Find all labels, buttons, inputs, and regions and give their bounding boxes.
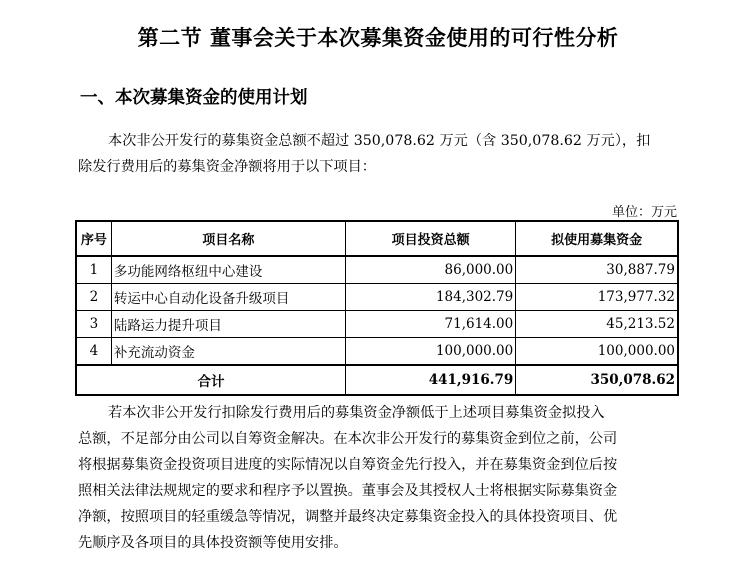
header-proposed-funds: 拟使用募集资金 [516,221,678,256]
unit-label: 单位：万元 [611,205,677,220]
closing-line: 净额，按照项目的轻重缓急等情况，调整并最终决定募集资金投入的具体投资项目、优 [78,509,618,525]
intro-line: 本次非公开发行的募集资金总额不超过 350,078.62 万元（含 350,078.62 万元），扣 [108,133,651,149]
table-header-row [76,221,678,256]
row-index: 2 [76,284,111,311]
row-investment: 100,000.00 [346,338,516,366]
closing-paragraph [78,400,678,556]
intro-paragraph [78,128,678,180]
table-row [76,311,678,338]
fund-usage-table [75,220,679,396]
row-index: 1 [76,256,111,284]
row-investment: 71,614.00 [346,311,516,338]
closing-line: 照相关法律法规规定的要求和程序予以置换。董事会及其授权人士将根据实际募集资金 [78,483,618,499]
table-row [76,338,678,366]
row-project-name: 转运中心自动化设备升级项目 [111,284,345,311]
header-project-name: 项目名称 [111,221,345,256]
row-funds: 30,887.79 [516,256,678,284]
row-project-name: 多功能网络枢纽中心建设 [111,256,345,284]
closing-line: 总额，不足部分由公司以自筹资金解决。在本次非公开发行的募集资金到位之前，公司 [78,431,618,447]
closing-line: 将根据募集资金投资项目进度的实际情况以自筹资金先行投入，并在募集资金到位后按 [78,457,618,473]
row-investment: 184,302.79 [346,284,516,311]
closing-line: 若本次非公开发行扣除发行费用后的募集资金净额低于上述项目募集资金拟投入 [108,405,605,421]
table-total-row [76,365,678,395]
total-funds: 350,078.62 [516,365,678,395]
row-index: 4 [76,338,111,366]
total-investment: 441,916.79 [346,365,516,395]
table-row [76,284,678,311]
intro-line: 除发行费用后的募集资金净额将用于以下项目： [78,159,376,175]
total-label: 合计 [76,365,346,395]
header-index: 序号 [76,221,111,256]
row-investment: 86,000.00 [346,256,516,284]
row-index: 3 [76,311,111,338]
closing-line: 先顺序及各项目的具体投资额等使用安排。 [78,535,348,551]
row-funds: 173,977.32 [516,284,678,311]
page-title: 第二节 董事会关于本次募集资金使用的可行性分析 [137,26,619,50]
row-funds: 45,213.52 [516,311,678,338]
section-heading: 一、本次募集资金的使用计划 [80,88,308,108]
row-project-name: 补充流动资金 [111,338,345,366]
row-funds: 100,000.00 [516,338,678,366]
table-row [76,256,678,284]
header-total-investment: 项目投资总额 [346,221,516,256]
row-project-name: 陆路运力提升项目 [111,311,345,338]
